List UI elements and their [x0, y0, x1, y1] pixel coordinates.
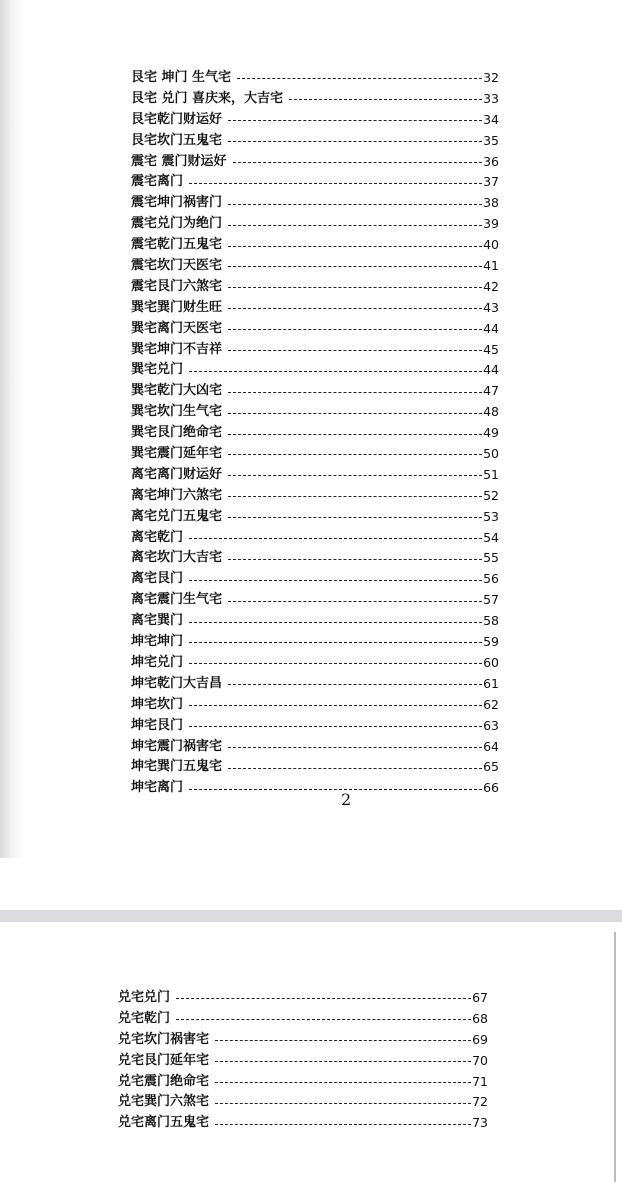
page-number: 2 — [341, 790, 352, 809]
toc-entry-page: 72 — [472, 1094, 488, 1110]
toc-entry — [131, 214, 499, 235]
toc-entry-title: 坤宅震门祸害宅 — [131, 738, 223, 754]
toc-entry — [131, 674, 499, 695]
toc-entry-title: 艮宅乾门财运好 — [131, 111, 223, 127]
toc-entry-title: 坤宅离门 — [131, 780, 184, 796]
toc-entry-title: 兑宅震门绝命宅 — [118, 1073, 210, 1089]
toc-entry-page: 50 — [483, 446, 499, 462]
page-edge-shadow — [614, 932, 616, 1182]
toc-leader-line — [189, 538, 482, 539]
toc-entry-page: 38 — [483, 195, 499, 211]
toc-entry-page: 49 — [483, 425, 499, 441]
toc-leader-line — [228, 266, 482, 267]
toc-entry — [131, 110, 499, 131]
toc-entry — [131, 235, 499, 256]
toc-entry — [131, 695, 499, 716]
toc-entry-title: 坤宅兑门 — [131, 654, 184, 670]
page-gap — [0, 858, 622, 910]
toc-entry-title: 震宅兑门为绝门 — [131, 216, 223, 232]
toc-leader-line — [228, 747, 482, 748]
toc-entry-page: 52 — [483, 487, 499, 503]
toc-leader-line — [228, 120, 482, 121]
page-separator — [0, 910, 622, 922]
toc-entry-title: 坤宅艮门 — [131, 717, 184, 733]
toc-entry — [131, 402, 499, 423]
toc-leader-line — [176, 1019, 471, 1020]
toc-entry-title: 巽宅兑门 — [131, 362, 184, 378]
toc-entry — [118, 1009, 488, 1030]
toc-entry-page: 51 — [483, 466, 499, 482]
toc-entry — [131, 319, 499, 340]
toc-entry-page: 58 — [483, 613, 499, 629]
toc-entry-title: 兑宅乾门 — [118, 1010, 171, 1026]
toc-leader-line — [289, 99, 482, 100]
toc-leader-line — [189, 580, 482, 581]
toc-entry-page: 43 — [483, 299, 499, 315]
toc-leader-line — [189, 705, 482, 706]
toc-entry-title: 兑宅艮门延年宅 — [118, 1052, 210, 1068]
toc-leader-line — [189, 183, 482, 184]
toc-entry-title: 离宅巽门 — [131, 613, 184, 629]
toc-entry — [131, 152, 499, 173]
toc-entry-page: 41 — [483, 258, 499, 274]
toc-entry-title: 艮宅 兑门 喜庆来，大吉宅 — [131, 90, 284, 106]
toc-entry-page: 67 — [472, 990, 488, 1005]
toc-leader-line — [228, 768, 482, 769]
toc-entry — [131, 507, 499, 528]
toc-entry-title: 巽宅艮门绝命宅 — [131, 425, 223, 441]
toc-entry-page: 34 — [483, 111, 499, 127]
toc-entry-page: 60 — [483, 654, 499, 670]
toc-entry-title: 离宅坎门大吉宅 — [131, 550, 223, 566]
toc-leader-line — [228, 329, 482, 330]
toc-leader-line — [189, 622, 482, 623]
toc-leader-line — [228, 434, 482, 435]
toc-entry-page: 44 — [483, 362, 499, 378]
toc-entry-page: 42 — [483, 278, 499, 294]
toc-leader-line — [228, 475, 482, 476]
toc-leader-line — [233, 162, 483, 163]
toc-entry-page: 68 — [472, 1010, 488, 1026]
toc-entry-title: 巽宅坎门生气宅 — [131, 404, 223, 420]
toc-entry — [131, 298, 499, 319]
toc-entry-page: 57 — [483, 592, 499, 608]
toc-leader-line — [228, 601, 482, 602]
toc-leader-line — [215, 1103, 471, 1104]
toc-entry — [131, 737, 499, 758]
toc-entry-page: 32 — [483, 70, 499, 85]
toc-entry — [118, 988, 488, 1009]
toc-leader-line — [228, 308, 482, 309]
toc-leader-line — [228, 454, 482, 455]
toc-entry — [131, 486, 499, 507]
toc-entry-title: 离宅坤门六煞宅 — [131, 487, 223, 503]
toc-entry-page: 53 — [483, 508, 499, 524]
toc-leader-line — [228, 287, 482, 288]
toc-leader-line — [228, 350, 482, 351]
toc-entry — [131, 360, 499, 381]
toc-entry — [131, 172, 499, 193]
toc-entry-page: 71 — [472, 1073, 488, 1089]
toc-entry-page: 65 — [483, 759, 499, 775]
toc-entry-title: 兑宅兑门 — [118, 990, 171, 1005]
toc-leader-line — [176, 998, 471, 999]
toc-entry-page: 66 — [483, 780, 499, 796]
toc-entry-title: 震宅离门 — [131, 174, 184, 190]
toc-entry-title: 震宅坎门天医宅 — [131, 258, 223, 274]
toc-entry — [131, 778, 499, 799]
toc-leader-line — [215, 1082, 471, 1083]
toc-entry — [131, 611, 499, 632]
toc-entry — [131, 590, 499, 611]
toc-entry — [131, 632, 499, 653]
toc-entry-title: 巽宅巽门财生旺 — [131, 299, 223, 315]
toc-entry-page: 73 — [472, 1115, 488, 1131]
toc-entry-title: 兑宅坎门祸害宅 — [118, 1031, 210, 1047]
toc-entry — [118, 1051, 488, 1072]
toc-leader-line — [228, 684, 482, 685]
toc-entry-page: 59 — [483, 634, 499, 650]
toc-leader-line — [228, 517, 482, 518]
toc-entry-title: 震宅乾门五鬼宅 — [131, 237, 223, 253]
toc-entry-page: 62 — [483, 696, 499, 712]
toc-leader-line — [215, 1124, 471, 1125]
toc-leader-line — [228, 225, 482, 226]
toc-entry-page: 61 — [483, 675, 499, 691]
toc-entry-page: 36 — [483, 153, 499, 169]
toc-entry-title: 巽宅乾门大凶宅 — [131, 383, 223, 399]
table-of-contents-page-one — [131, 68, 499, 799]
toc-entry — [131, 131, 499, 152]
toc-entry — [131, 381, 499, 402]
toc-entry — [131, 444, 499, 465]
toc-entry — [131, 89, 499, 110]
toc-entry-title: 坤宅乾门大吉昌 — [131, 675, 223, 691]
toc-entry-title: 坤宅巽门五鬼宅 — [131, 759, 223, 775]
toc-leader-line — [237, 78, 482, 79]
toc-entry — [118, 1113, 488, 1134]
toc-entry — [118, 1072, 488, 1093]
toc-entry-title: 艮宅坎门五鬼宅 — [131, 132, 223, 148]
toc-entry-title: 离宅离门财运好 — [131, 466, 223, 482]
toc-entry — [131, 757, 499, 778]
toc-entry — [131, 340, 499, 361]
toc-entry — [131, 653, 499, 674]
toc-entry-title: 震宅 震门财运好 — [131, 153, 227, 169]
toc-leader-line — [228, 246, 482, 247]
toc-leader-line — [228, 559, 482, 560]
toc-entry-title: 巽宅离门天医宅 — [131, 320, 223, 336]
toc-leader-line — [228, 204, 482, 205]
toc-entry-title: 巽宅坤门不吉祥 — [131, 341, 223, 357]
toc-leader-line — [189, 642, 482, 643]
toc-entry-title: 兑宅巽门六煞宅 — [118, 1094, 210, 1110]
toc-entry — [131, 68, 499, 89]
table-of-contents-page-two — [118, 988, 488, 1134]
toc-entry-page: 45 — [483, 341, 499, 357]
toc-leader-line — [189, 371, 482, 372]
toc-entry-page: 69 — [472, 1031, 488, 1047]
toc-entry-title: 离宅乾门 — [131, 529, 184, 545]
toc-entry — [131, 716, 499, 737]
toc-entry-page: 54 — [483, 529, 499, 545]
toc-entry — [118, 1030, 488, 1051]
toc-entry-title: 离宅震门生气宅 — [131, 592, 223, 608]
toc-entry-page: 55 — [483, 550, 499, 566]
toc-leader-line — [189, 726, 482, 727]
toc-entry-page: 35 — [483, 132, 499, 148]
toc-leader-line — [228, 392, 482, 393]
toc-entry — [131, 423, 499, 444]
toc-entry — [131, 193, 499, 214]
toc-leader-line — [228, 141, 482, 142]
toc-entry-page: 63 — [483, 717, 499, 733]
toc-entry — [131, 548, 499, 569]
toc-entry-title: 坤宅坤门 — [131, 634, 184, 650]
toc-entry-page: 70 — [472, 1052, 488, 1068]
toc-entry — [131, 528, 499, 549]
toc-entry-page: 64 — [483, 738, 499, 754]
toc-entry — [131, 465, 499, 486]
toc-entry — [118, 1092, 488, 1113]
toc-entry-title: 艮宅 坤门 生气宅 — [131, 70, 232, 85]
toc-entry-page: 48 — [483, 404, 499, 420]
toc-entry — [131, 569, 499, 590]
toc-entry-title: 离宅艮门 — [131, 571, 184, 587]
toc-leader-line — [215, 1040, 471, 1041]
toc-leader-line — [228, 496, 482, 497]
document-page-two — [0, 922, 622, 1182]
toc-entry-title: 巽宅震门延年宅 — [131, 446, 223, 462]
toc-leader-line — [189, 663, 482, 664]
toc-entry-title: 坤宅坎门 — [131, 696, 184, 712]
toc-leader-line — [215, 1061, 471, 1062]
toc-entry-page: 40 — [483, 237, 499, 253]
toc-entry-page: 37 — [483, 174, 499, 190]
toc-entry-page: 56 — [483, 571, 499, 587]
toc-entry-title: 震宅艮门六煞宅 — [131, 278, 223, 294]
toc-entry-page: 47 — [483, 383, 499, 399]
toc-entry-page: 44 — [483, 320, 499, 336]
toc-entry-title: 离宅兑门五鬼宅 — [131, 508, 223, 524]
toc-entry — [131, 256, 499, 277]
toc-leader-line — [228, 413, 482, 414]
toc-entry-title: 兑宅离门五鬼宅 — [118, 1115, 210, 1131]
toc-entry — [131, 277, 499, 298]
toc-leader-line — [189, 789, 482, 790]
toc-entry-page: 39 — [483, 216, 499, 232]
toc-entry-page: 33 — [483, 90, 499, 106]
toc-entry-title: 震宅坤门祸害门 — [131, 195, 223, 211]
